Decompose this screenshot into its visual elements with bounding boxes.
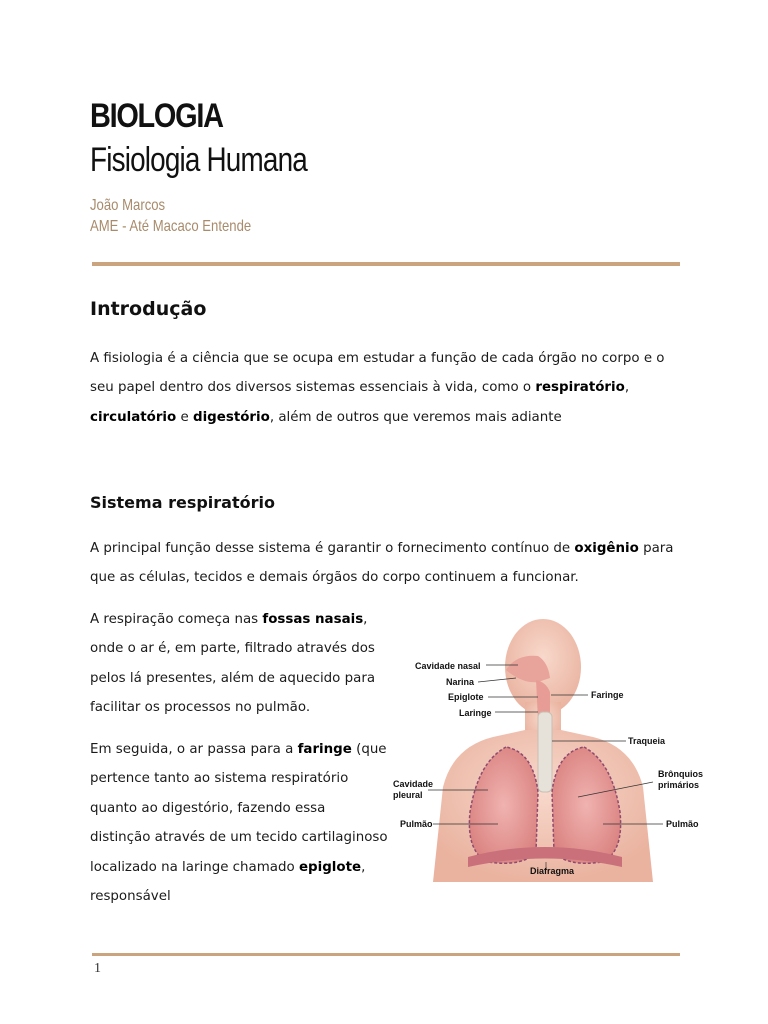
label-cavidade-pleural-1: Cavidade [393,779,434,789]
organization-name: AME - Até Macaco Entende [90,218,252,235]
intro-paragraph: A fisiologia é a ciência que se ocupa em estudar a função de cada órgão no corpo e o seu papel dentro dos diversos sistemas essenciais à vida, como o respiratório, circulatório e digestório, além de outros que veremos mais adiante [90,351,665,425]
respiratory-paragraph-3: Em seguida, o ar passa para a faringe (que pertence tanto ao sistema respiratório quanto ao digestório, fazendo essa distinção através de um tecido cartilaginoso localizado na laringe chamado epiglote, responsável [90,742,388,905]
label-cavidade-pleural-2: pleural [393,790,423,800]
label-bronquios-2: primários [658,780,700,790]
label-diafragma: Diafragma [530,866,575,876]
label-pulmao-esquerdo: Pulmão [400,819,433,829]
footer-divider [92,953,680,956]
intro-heading: Introdução [90,298,207,320]
label-faringe: Faringe [591,690,624,700]
respiratory-system-illustration [388,612,718,882]
label-pulmao-direito: Pulmão [666,819,699,829]
header-divider [92,262,680,266]
label-traqueia: Traqueia [628,736,666,746]
author-name: João Marcos [90,197,166,214]
label-bronquios-1: Brônquios [658,769,703,779]
document-title: BIOLOGIA [90,97,223,135]
respiratory-paragraph-2: A respiração começa nas fossas nasais, onde o ar é, em parte, filtrado através dos pelos lá presentes, além de aquecido para facilitar os processos no pulmão. [90,612,376,716]
respiratory-paragraph-1: A principal função desse sistema é garantir o fornecimento contínuo de oxigênio para que as células, tecidos e demais órgãos do corpo continuem a funcionar. [90,541,674,586]
label-narina: Narina [446,677,475,687]
trachea-shape [538,712,552,792]
document-subtitle: Fisiologia Humana [90,141,307,179]
label-laringe: Laringe [459,708,492,718]
respiratory-heading: Sistema respiratório [90,493,275,512]
label-epiglote: Epiglote [448,692,484,702]
page-number: 1 [94,961,101,976]
label-cavidade-nasal: Cavidade nasal [415,661,481,671]
